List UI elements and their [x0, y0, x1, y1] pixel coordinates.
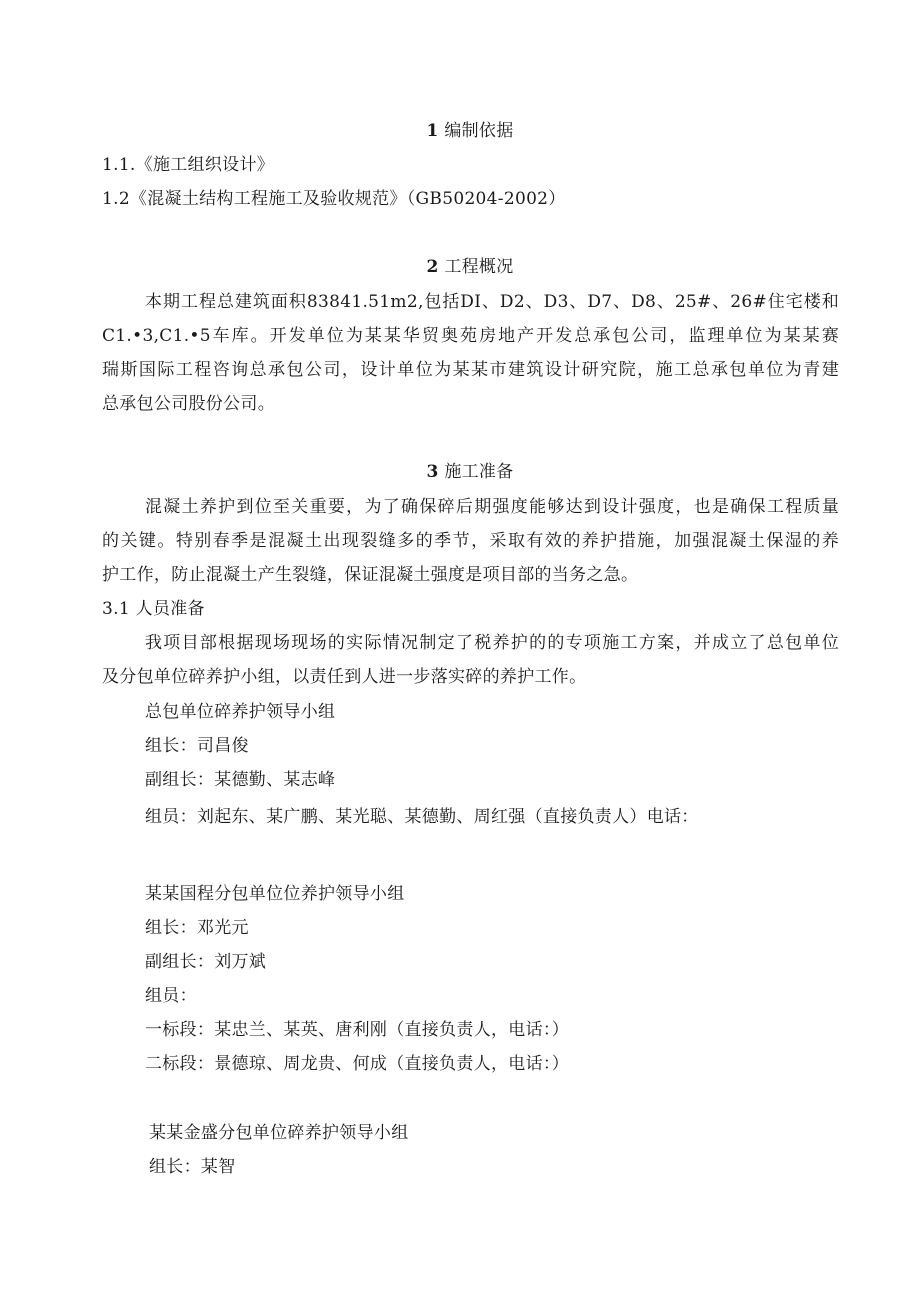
section-1-number: 1: [426, 121, 439, 141]
section-2-title: 工程概况: [444, 257, 514, 277]
overview-line-1: 本期工程总建筑面积83841.51m2,包括DI、D2、D3、D7、D8、25#、26#住宅楼和: [145, 292, 839, 312]
section-1-heading: [0, 120, 920, 142]
overview-line-2: C1.•3,C1.•5车库。开发单位为某某华贸奥苑房地产开发总承包公司，监理单位为某某赛: [102, 326, 839, 346]
section-3-heading: [0, 461, 920, 483]
group-1-deputy: 副组长：某德勤、某志峰: [145, 770, 336, 790]
group-1-leader: 组长：司昌俊: [145, 736, 249, 756]
group-3-title: 某某金盛分包单位碎养护领导小组: [149, 1123, 409, 1143]
personnel-line-2: 及分包单位碎养护小组，以责任到人进一步落实碎的养护工作。: [102, 667, 587, 687]
group-2-section-b: 二标段：景德琼、周龙贵、何成（直接负责人，电话：）: [145, 1054, 569, 1074]
overview-line-4: 总承包公司股份公司。: [102, 394, 275, 414]
section-2-heading: [0, 256, 920, 278]
group-1-title: 总包单位碎养护领导小组: [145, 702, 336, 722]
section-3-title: 施工准备: [444, 462, 514, 482]
group-2-leader: 组长：邓光元: [145, 918, 249, 938]
section-2-number: 2: [426, 257, 439, 277]
group-2-title: 某某国程分包单位位养护领导小组: [145, 884, 405, 904]
section-1-title: 编制依据: [444, 121, 514, 141]
preparation-line-1: 混凝土养护到位至关重要，为了确保碎后期强度能够达到设计强度，也是确保工程质量: [145, 497, 839, 517]
group-3-leader: 组长：某智: [149, 1157, 236, 1177]
reference-item-2: 1.2《混凝土结构工程施工及验收规范》（GB50204-2002）: [102, 189, 566, 209]
overview-line-3: 瑞斯国际工程咨询总承包公司，设计单位为某某市建筑设计研究院，施工总承包单位为青建: [102, 360, 839, 380]
section-3-number: 3: [426, 462, 439, 482]
personnel-line-1: 我项目部根据现场现场的实际情况制定了税养护的的专项施工方案，并成立了总包单位: [145, 633, 839, 653]
reference-item-1: 1.1.《施工组织设计》: [102, 155, 275, 175]
preparation-line-3: 护工作，防止混凝土产生裂缝，保证混凝土强度是项目部的当务之急。: [102, 565, 639, 585]
preparation-line-2: 的关键。特别春季是混凝土出现裂缝多的季节，采取有效的养护措施，加强混凝土保湿的养: [102, 531, 839, 551]
group-2-members: 组员：: [145, 986, 197, 1006]
group-2-section-a: 一标段：某忠兰、某英、唐利刚（直接负责人，电话：）: [145, 1020, 569, 1040]
group-2-deputy: 副组长：刘万斌: [145, 952, 267, 972]
subsection-3-1-title: 3.1 人员准备: [102, 599, 205, 619]
group-1-members: 组员：刘起东、某广鹏、某光聪、某德勤、周红强（直接负责人）电话：: [145, 807, 699, 827]
